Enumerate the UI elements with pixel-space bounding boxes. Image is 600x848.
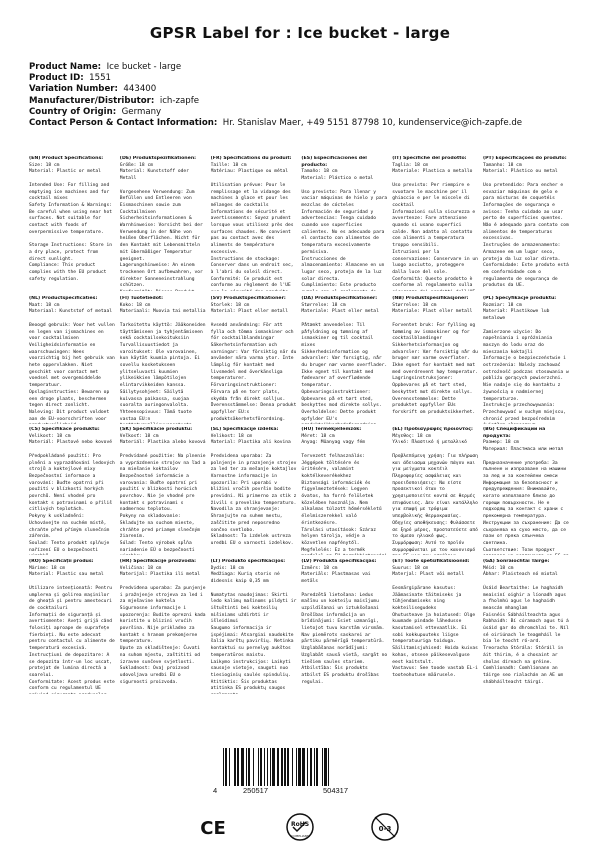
language-text: Veličina: 18 cm Materijal: Plastika ili metal Predviđena uporaba: Za punjenje i pražnjenje strojeva za led i za mješavine koktela Sigurnosne informacije i upozorenja: Budite oprezni kada koristite u blizini vrućih površina. Nije prikladno za kontakt s hranom prekomjerne temperature. Upute za skladištenje: Čuvati na suhom mjestu, zaštititi od izravne sunčeve svjetlosti. Sukladnost: Ovaj proizvod udovoljava uredbi EU o sigurnosti proizvoda.	[119, 565, 206, 685]
info-manufacturer: Manufacturer/Distributor: ich-zapfe	[29, 95, 200, 106]
language-block	[392, 296, 483, 424]
language-text: Maat: 18 cm Materiaal: Kunststof of metaal Beoogd gebruik: Voor het vullen en legen van ijsmachines en voor cocktailmixen Veiligheidsinformatie en waarschuwingen: Wees voorzichtig bij het gebruik van hete oppervlakken. Niet geschikt voor contact met voedsel met overgemiddelde temperatuur. Opslaginstructies: Bewaren op een droge plaats, beschermen tegen direct zonlicht. Naleving: Dit product voldoet aan de EU-voorschriften voor	[29, 302, 115, 422]
language-heading: (PT) Especificações do produto:	[482, 156, 567, 161]
language-text: Izmērs: 18 cm Materiāls: Plastmasas vai metāls Paredzētā lietošana: Ledus mašīnu un kokteiļu maisījumu uzpildīšanai un iztukšošanai Drošības informācija un brīdinājumi: Esiet uzmanīgi, lietojot tuvu karstām virsmām. Nav piemērots saskarei ar pārtiku pārmērīgā temperatūrā. Uzglabāšanas norādījumi: Uzglabāt sausā vietā, sargāt no tiešiem saules stariem. Atbilstība: Šis produkts atbilst ES produktu drošības regulai.	[301, 565, 388, 685]
language-heading: (BG) Спецификации на продукта:	[482, 427, 547, 439]
language-heading: (SK) Špecifikácie produktu:	[119, 427, 193, 432]
language-row	[29, 296, 574, 424]
language-text: Méret: 18 cm Anyag: Műanyag vagy fém Tervezett felhasználás: Jéggépek töltésére és ürítésére, valamint koktélkeverékekhez Biztonsági információk és figyelmeztetések: Legyen óvatos, ha forró felületek közelében használja. Nem alkalmas túlzott hőmérsékletű élelmiszerekkel való érintkezésre. Tárolási utasítások: Száraz helyen tárolja, védje a közvetlen napfénytől. Megfelelés: Ez a termék	[301, 433, 382, 553]
language-text: Größe: 18 cm Material: Kunststoff oder Metall Vorgesehene Verwendung: Zum Befüllen und Entleeren von Eismaschinen sowie zum Cocktailmixen Sicherheitsinformationen & Warnhinweise: Vorsicht bei der Verwendung in der Nähe von heißen Oberflächen. Nicht für den Kontakt mit Lebensmitteln mit übermäßiger Temperatur geeignet. Lagerungshinweise: An einem trockenen Ort aufbewahren, vor direkter Sonneneinstrahlung schützen.	[119, 162, 203, 289]
compliance-icons	[0, 812, 600, 842]
language-heading: (HR) Specifikacije proizvoda:	[119, 559, 196, 564]
language-block	[301, 296, 392, 424]
language-block	[392, 156, 483, 291]
language-heading: (EL) Προδιαγραφές προϊόντος:	[392, 427, 473, 432]
language-block	[29, 296, 120, 424]
language-block	[29, 427, 120, 555]
language-text: Taglia: 18 cm Materiale: Plastica o metallo Uso previsto: Per riempire e svuotare le macchine per il ghiaccio e per le miscele di cocktail Informazioni sulla sicurezza e avvertenze: Fare attenzione quando si usano superfici calde. Non adatto al contatto con alimenti a temperatura troppo sensibili. Istruzioni per la conservazione: Conservare in un luogo asciutto, proteggere dalla luce del sole. Conformità: Questo prodotto è conforme al regolamento sulla	[392, 162, 478, 289]
language-row	[29, 156, 574, 291]
language-text: Размер: 18 cm Материал: Пластмаса или метал Предназначение употреба: За пълнене и изпразване на машини за лед и за коктейлни смеси Информация за безопасност и предупреждения: Внимавайте, когато използвате близо до горещи повърхности. Не е подходящ за контакт с храни с прекомерна температура. Инструкции за съхранение: Да се съхранява на сухо място, да се пази от пряка слънчева светлина. Съответствие: Този продукт	[482, 440, 569, 553]
language-text: Size: 18 cm Material: Plastic or metal Intended Use: For filling and emptying ice machines and for cocktail mixes Safety Information & Warnings: Be careful when using near hot surfaces. Not suitable for contact with foods of overpermissive temperature. Storage Instructions: Store in a dry place, protect from direct sunlight. Compliance: This product complies with the EU product safety regulation.	[29, 162, 112, 282]
language-block	[120, 296, 211, 424]
language-text: Dydis: 18 cm Medžiaga: Kurią storis nė didesnis kaip 0,35 mm Numatytas naudojimas: Skirti ledo kalimų mašinoms pildyti ir ištuštinti bei kokteilių mišiniams uždirbti ir išleidimui Saugumo informacija ir įspėjimai: Atsargiai naudokite šalia karštų paviršių. Netinka kontaktui su pernelyg aukštos temperatūros maistu. Laikymo instrukcijos: Laikyti sausoje vietoje, saugoti nuo tiesioginių saulės spindulių. Atitiktis: Šis produktas atitinka ES produktų saugos	[210, 565, 297, 692]
language-heading: (RO) Specificații produs:	[29, 559, 94, 564]
language-heading: (FR) Spécifications du produit:	[210, 156, 292, 161]
language-text: Koko: 18 cm Materiaali: Muovia tai metallia Tarkoitettu käyttö: Jääkoneiden täyttämiseen ja tyhjentämiseen sekä cocktailsekoituksiin Turvallisuustiedot ja varoitukset: Ole varovainen, kun käytät kuumia pintoja. Ei sovellu kosketukseen ylitseluvasti kuumien ylikeikkien lämpötilojen elintarvikkeiden kanssa. Säilytysohjeet: Säilytä kuivassa paikassa, suojaa suoralta auringonvalolta. Yhteensopivuus: Tämä tuote vastaa EU:n	[119, 302, 206, 422]
language-block	[211, 296, 302, 424]
barcode	[213, 748, 388, 798]
language-block	[211, 427, 302, 555]
info-contact: Contact Person & Contact Information: Hr. Stanislav Maer, +49 5151 87798 10, kundenservice@ich-zapfe.de	[29, 118, 523, 129]
barcode-lead-digit: 4	[213, 786, 218, 795]
language-row	[29, 559, 574, 694]
language-heading: (ET) Toote spetsifikatsioonid:	[392, 559, 470, 564]
language-text: Veľkosť: 18 cm Materiál: Plastika alebo kovová Predvídané použitie: Na plnenie a vyprázdnenie strojov na ľad a na miešanie koktailov Bezpečnostné informácie a varovania: Buďte opatrní pri použití v blízkosti horúcich povrchov. Nie je vhodné pre kontakt s potravinami s nadmernou teplotou. Pokyny na skladovanie: Skladujte na suchom mieste, chráňte pred priamym slnečným žiarením. Súlad: Tento výrobok spĺňa nariadenie EÚ o bezpečnosti	[119, 433, 206, 553]
info-product-id: Product ID: 1551	[29, 73, 112, 84]
language-text: Storlek: 18 cm Material: Plast eller metall Avsedd användning: För att fylla och tömma ismaskiner och för cocktailblandningar Säkerhetsinformation och varningar: Var försiktig när du använder nära varma ytor. Inte lämplig för kontakt med livsmedel med överkänsliga temperaturer. Förvaringsinstruktioner: Förvara på en torr plats, skydda från direkt solljus. Överensstämmelse: Denna produkt uppfyller EU:s produktsäkerhetsförordning.	[210, 302, 297, 422]
ce-mark-icon	[198, 812, 228, 842]
language-block	[483, 296, 574, 424]
language-block	[211, 156, 302, 291]
barcode-right-digits: 504317	[323, 786, 349, 795]
language-block	[483, 156, 574, 291]
language-text: Tamaño: 18 cm Material: Plástico o metal Uso previsto: Para llenar y vaciar máquinas de hielo y para mezclas de cócteles Información de seguridad y advertencias: Tenga cuidado cuando use superficies calientes. No es adecuado para el contacto con alimentos de temperatura excesivamente permisiva. Instrucciones de almacenamiento: Almacene en un lugar seco, proteja de la luz solar directa. Cumplimiento: Este producto	[301, 169, 388, 289]
language-block	[392, 559, 483, 694]
language-heading: (LT) Produkto specifikacijos:	[210, 559, 286, 564]
language-text: Μέγεθος: 18 cm Υλικό: Πλαστικό ή μεταλλικό Προβλεπόμενη χρήση: Για πλήρωση και άδειασμα μηχανών πάγου και για μείγματα κοκτέιλ Πληροφορίες ασφάλειας και προειδοποιήσεις: Να είστε προσεκτικοί όταν το χρησιμοποιείτε κοντά σε θερμές επιφάνειες. Δεν είναι κατάλληλο για επαφή με τρόφιμα υπερβολικής θερμοκρασίας. Οδηγίες αποθήκευσης: Φυλάσσετε σε ξηρό μέρος, προστατεύετε από το άμεσο ηλιακό φως. Συμμόρφωση: Αυτό το προϊόν συμμορφώνεται με τον κανονισμό	[392, 433, 478, 553]
language-block	[483, 559, 574, 694]
language-heading: (DE) Produktspezifikationen:	[119, 156, 197, 161]
language-text: Velikost: 18 cm Materiál: Plastové nebo kovové Předpokládané použití: Pro plnění a vyprazdňování ledových strojů a koktejlové mixy Bezpečnostní informace a varování: Buďte opatrní při použití v blízkosti horkých povrchů. Není vhodné pro kontakt s potravinami o příliš citlivých teplotách. Pokyny k uskladnění: Uchovávejte na suchém místě, chraňte před přímým slunečním zářením. Soulad: Tento produkt splňuje nařízení EU o bezpečnosti	[29, 433, 115, 553]
language-block	[120, 559, 211, 694]
language-heading: (SL) Specifikacije izdelka:	[210, 427, 279, 432]
language-block	[29, 559, 120, 694]
language-heading: (EN) Product Specifications:	[29, 156, 104, 161]
language-heading: (LV) Produkta specifikācijas:	[301, 559, 377, 564]
language-block	[29, 156, 120, 291]
barcode-bar	[329, 748, 330, 786]
language-text: Størrelse: 18 cm Materiale: Plast eller metall Forventet bruk: For fylling og tømming av ismaskiner og for cocktailblandinger Sikkerhetsinformasjon og advarsler: Vær forsiktig når du bruger nær varme overflater. Ikke egnet for kontakt med mat med overdrevent høy temperatur. Lagringsinstruksjoner: Oppbevares på et tørt sted, beskyttet mot direkte sollys. Overensstemmelse: Dette produktet oppfyller EUs forskrift om produktsikkerhet.	[392, 302, 478, 415]
language-heading: (ES) Especificaciones del producto:	[301, 156, 369, 168]
language-block	[211, 559, 302, 694]
language-text: Méid: 18 cm Ábhar: Plaisteach nó miotal Úsáid Beartaithe: Le haghaidh meaisíní oighir a líonadh agus a fholmhú agus le haghaidh meascán mhanglam Faisnéis Sábháilteachta agus Rabhaidh: Bí cúramach agus tú á úsáid gar do dhromchlaí te. Níl sé oiriúnach le teagmháil le bia le teocht ró-ard. Treoracha Stórála: Stóráil in áit thirim, é a chosaint ar sholas díreach na gréine. Comhlíonadh: Comhlíonann an táirge seo rialachán an AE um shábháilteacht táirgí.	[482, 565, 569, 685]
svg-text:0-3: 0-3	[378, 825, 392, 833]
svg-text:RoHS: RoHS	[290, 821, 310, 828]
info-variation-number: Variation Number: 443400	[29, 84, 157, 95]
page-title: GPSR Label for : Ice bucket - large	[149, 24, 451, 42]
product-info	[29, 62, 589, 129]
svg-text:COMPLIANT: COMPLIANT	[291, 834, 309, 838]
language-block	[392, 427, 483, 555]
rohs-icon	[285, 812, 315, 842]
language-text: Størrelse: 18 cm Materiale: Plast eller metal Påtænkt anvendelse: Til påfyldning og tømning af ismaskiner og til cocktail mixes Sikkerhedsinformation og advarsler: Vær forsigtig, når du bruger nær varme overflader. Ikke egnet til kontakt med fødevarer af overflødende temperatur. Opbevaringsinstruktioner: Opbevares på et tørt sted, beskyttes mod direkte sollys. Overholdelse: Dette produkt opfylder EU's	[301, 302, 388, 422]
language-block	[301, 559, 392, 694]
language-heading: (FI) Tuotetiedot:	[119, 296, 164, 301]
language-heading: (IT) Specifiche del prodotto:	[392, 156, 467, 161]
info-product-name: Product Name: Ice bucket - large	[29, 62, 182, 72]
language-heading: (GA) Sonraíochtaí Táirge:	[482, 559, 550, 564]
language-heading: (PL) Specyfikacje produktu:	[482, 296, 557, 301]
language-heading: (DA) Produktspecifikationer:	[301, 296, 378, 301]
language-heading: (NB) Produktspesifikasjoner:	[392, 296, 469, 301]
language-block	[120, 156, 211, 291]
language-text: Tamanho: 18 cm Material: Plástico ou metal Uso pretendido: Para encher e esvaziar máquinas de gelo e para misturas de coquetéis Informações de segurança e avisos: Tenha cuidado ao usar perto de superfícies quentes. Não é adequado para contato com alimentos de temperaturas excessivas. Instruções de armazenamento: Armazene em um lugar seco, proteja da luz solar direta. Conformidade: Este produto está em conformidade com o regulamento de segurança de produtos da UE.	[482, 162, 569, 289]
language-block	[120, 427, 211, 555]
language-heading: (HU) Termékjellemzők:	[301, 427, 362, 432]
info-country-of-origin: Country of Origin: Germany	[29, 106, 162, 117]
language-heading: (SV) Produktspecifikationer:	[210, 296, 286, 301]
language-row	[29, 427, 574, 555]
language-text: Rozmiar: 18 cm Materiał: Plastikowe lub metalowe Zamierzone użycie: Do napełniania i opróżniania maszyn do lodu oraz do mieszania koktajli Informacje o bezpieczeństwie i ostrzeżenia: Należy zachować ostrożność podczas stosowania w pobliżu gorących powierzchni. Nie nadaje się do kontaktu z żywnością o nadmiernej temperaturze. Instrukcje przechowywania: Przechowywać w suchym miejscu, chronić przed bezpośrednim	[482, 302, 569, 422]
svg-text:CE: CE	[200, 818, 226, 839]
language-text: Velikost: 18 cm Material: Plastika ali kovina Predvidena uporaba: Za polnjenje in praznjenje strojev za led ter za mešanje koktajlov Varnostne informacije in opozorila: Pri uporabi v bližini vročih površin bodite previdni. Ni primerno za stik z živili s preveliko temperaturo. Navodila za shranjevanje: Shranjujte na suhem mestu, zaščitite pred neposredno sončno svetlobo. Skladnost: Ta izdelek ustreza uredbi EU o varnosti izdelkov.	[210, 433, 297, 546]
language-block	[301, 156, 392, 291]
barcode-left-digits: 250517	[243, 786, 269, 795]
language-heading: (NL) Productspecificaties:	[29, 296, 98, 301]
language-block	[301, 427, 392, 555]
language-heading: (CS) Specifikace produktu:	[29, 427, 100, 432]
language-text: Taille: 18 cm Matériau: Plastique ou métal Utilisation prévue: Pour le remplissage et la vidange des machines à glace et pour les mélanges de cocktails Informations de sécurité et avertissements: Soyez prudent lorsque vous utilisez près des surfaces chaudes. Ne convient pas au contact avec des aliments de température excessive. Instructions de stockage: Conserver dans un endroit sec, à l'abri du soleil direct. Conformité: Ce produit est conforme au règlement de l'UE	[210, 162, 294, 289]
language-text: Suurus: 18 cm Materjal: Plast või metall Eesmärgipärane kasutus: Jäämasinate täitmiseks ja tühjendamiseks ning kokteilisegudeks Ohutusteave ja hoiatused: Olge kuumade pindade lähedusse kasutamisel ettevaatlik. Ei sobi kokkupuuteks liigse temperatuuriga toiduga. Säilitamisjuhised: Hoida kuivas kohas, otsese päikesevalguse eest kaitstult. Vastavus: See toode vastab EL-i tooteohutuse määrusele.	[392, 565, 478, 678]
language-block	[483, 427, 574, 555]
recycling-icon	[370, 812, 400, 842]
language-text: Mărime: 18 cm Material: Plastic sau metal Utilizare intenționată: Pentru umplerea și golirea mașinilor de gheață și pentru amestecuri de cocktailuri Informații de siguranță și avertismente: Aveți grijă când folosiți aproape de suprafețe fierbinți. Nu este adecvat pentru contactul cu alimente de temperatură excesivă. Instrucțiuni de depozitare: A se depozita într-un loc uscat, protejat de lumina directă a soarelui. Conformitate: Acest produs este conform cu regulamentul UE	[29, 565, 115, 692]
barcode-bars	[223, 748, 383, 786]
